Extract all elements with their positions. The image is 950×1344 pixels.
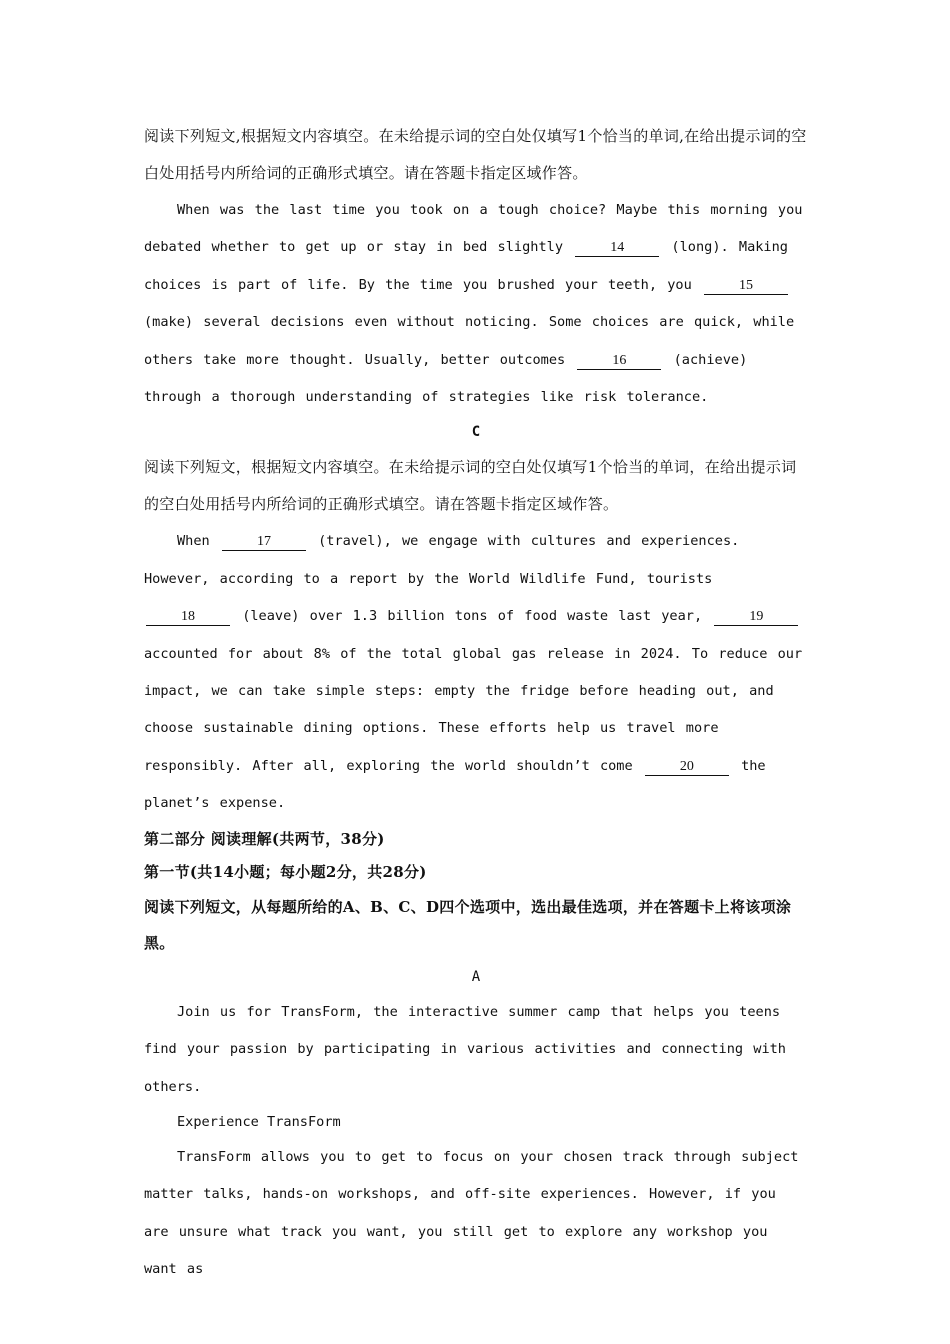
passage-b-text-2: (long). Making choices is part of life. By the time you brushed your teeth, you xyxy=(144,239,788,293)
passage-c-text-2: (travel), we engage with cultures and experiences. However, according to a report by the World Wildlife Fund, tourists xyxy=(144,533,740,587)
passage-a-subheading: Experience TransForm xyxy=(177,1113,341,1130)
passage-c-text-3: (leave) over 1.3 billion tons of food waste last year, xyxy=(242,608,703,625)
passage-c-text-1: When xyxy=(177,533,210,550)
blank-19[interactable]: 19 xyxy=(714,609,798,626)
part-two-title: 第二部分 阅读理解(共两节，38分) xyxy=(144,829,385,848)
section-one-title: 第一节(共14小题；每小题2分，共28分) xyxy=(144,862,427,881)
blank-20[interactable]: 20 xyxy=(645,759,729,776)
instruction-section-b: 阅读下列短文,根据短文内容填空。在未给提示词的空白处仅填写1个恰当的单词,在给出提示词的空白处用括号内所给词的正确形式填空。请在答题卡指定区域作答。 xyxy=(144,127,807,182)
instruction-section-c: 阅读下列短文，根据短文内容填空。在未给提示词的空白处仅填写1个恰当的单词，在给出提示词的空白处用括号内所给词的正确形式填空。请在答题卡指定区域作答。 xyxy=(144,458,797,514)
passage-c-text-4: accounted for about 8% of the total global gas release in 2024. To reduce our impact, we can take simple steps: empty the fridge before heading out, and choose sustainable dining options. These efforts help us travel more responsibly. After all, exploring the world shouldn’t come xyxy=(144,645,803,774)
passage-c-text-5: the planet’s expense. xyxy=(144,757,766,812)
blank-14[interactable]: 14 xyxy=(575,240,659,257)
blank-18[interactable]: 18 xyxy=(146,609,230,626)
section-c-label: C xyxy=(471,424,481,441)
passage-b-text-1: When was the last time you took on a tough choice? Maybe this morning you debated whether to get up or stay in bed slightly xyxy=(144,202,803,256)
exam-page xyxy=(144,118,808,1289)
instruction-reading: 阅读下列短文，从每题所给的A、B、C、D四个选项中，选出最佳选项，并在答题卡上将该项涂黑。 xyxy=(144,897,792,952)
section-a-label: A xyxy=(471,968,481,985)
passage-a-intro: Join us for TransForm, the interactive summer camp that helps you teens find your passion by participating in various activities and connecting with others. xyxy=(144,1003,786,1095)
passage-b-paragraph xyxy=(144,192,808,416)
blank-17[interactable]: 17 xyxy=(222,534,306,551)
blank-15[interactable]: 15 xyxy=(704,278,788,295)
passage-b-text-4: (achieve) through a thorough understanding of strategies like risk tolerance. xyxy=(144,351,748,406)
blank-16[interactable]: 16 xyxy=(577,353,661,370)
passage-c-paragraph xyxy=(144,523,808,822)
passage-b-text-3: (make) several decisions even without noticing. Some choices are quick, while others take more thought. Usually, better outcomes xyxy=(144,314,795,368)
passage-a-body: TransForm allows you to get to focus on your chosen track through subject matter talks, hands-on workshops, and off-site experiences. However, if you are unsure what track you want, you still get to explore any workshop you want as xyxy=(144,1148,799,1278)
